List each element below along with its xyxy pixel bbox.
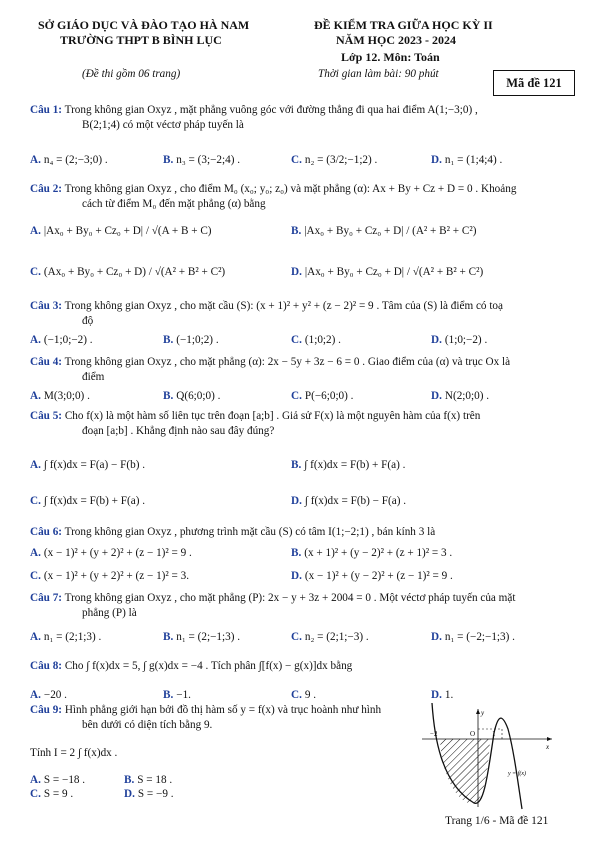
q8-option-c[interactable]: C. 9 . [291, 689, 317, 701]
question-9: Câu 9: Hình phẳng giới hạn bởi đồ thị hàm số y = f(x) và trục hoành như hình bên dưới có diện tích bằng 9. Tính I = 2 ∫ f(x)dx . [30, 704, 382, 759]
question-3: Câu 3: Trong không gian Oxyz , cho mặt cầu (S): (x + 1)² + y² + (z − 2)² = 9 . Tâm của (S) là điểm có toạ độ [30, 300, 503, 327]
header-page-note: (Đề thi gồm 06 trang) [82, 68, 181, 80]
q3-option-b[interactable]: B. (−1;0;2) . [163, 334, 219, 346]
q5-option-c[interactable]: C. ∫ f(x)dx = F(b) + F(a) . [30, 495, 146, 507]
q8-option-a[interactable]: A. −20 . [30, 689, 67, 701]
q6-option-a[interactable]: A. (x − 1)² + (y + 2)² + (z − 1)² = 9 . [30, 547, 192, 559]
header-duration: Thời gian làm bài: 90 phút [318, 68, 439, 80]
question-6: Câu 6: Trong không gian Oxyz , phương trình mặt cầu (S) có tâm I(1;−2;1) , bán kính 3 là [30, 526, 436, 538]
q7-option-d[interactable]: D. n₁ = (−2;−1;3) . [431, 631, 515, 643]
q2-option-d[interactable]: D. |Ax₀ + By₀ + Cz₀ + D| / √(A² + B² + C²) [291, 266, 484, 278]
graph-tick-neg: −2 [430, 730, 438, 738]
q5-option-a[interactable]: A. ∫ f(x)dx = F(a) − F(b) . [30, 459, 146, 471]
q6-option-c[interactable]: C. (x − 1)² + (y + 2)² + (z − 1)² = 3. [30, 570, 190, 582]
q3-option-c[interactable]: C. (1;0;2) . [291, 334, 341, 346]
q6-option-d[interactable]: D. (x − 1)² + (y − 2)² + (z − 1)² = 9 . [291, 570, 453, 582]
graph-y-label: y [481, 709, 485, 717]
q5-option-b[interactable]: B. ∫ f(x)dx = F(b) + F(a) . [291, 459, 406, 471]
q9-option-a[interactable]: A. S = −18 . [30, 774, 86, 786]
header-school: TRƯỜNG THPT B BÌNH LỤC [60, 33, 222, 47]
graph-x-label: x [546, 743, 550, 751]
q2-option-b[interactable]: B. |Ax₀ + By₀ + Cz₀ + D| / (A² + B² + C²) [291, 225, 477, 237]
question-5: Câu 5: Cho f(x) là một hàm số liên tục trên đoạn [a;b] . Giả sử F(x) là một nguyên hàm của f(x) trên đoạn [a;b] . Khẳng định nào sau đây đúng? [30, 410, 481, 437]
q1-option-b[interactable]: B. n₃ = (3;−2;4) . [163, 154, 241, 166]
graph-curve-label: y = f(x) [508, 771, 527, 777]
q5-option-d[interactable]: D. ∫ f(x)dx = F(b) − F(a) . [291, 495, 407, 507]
q8-option-d[interactable]: D. 1. [431, 689, 454, 701]
q1-option-d[interactable]: D. n₁ = (1;4;4) . [431, 154, 503, 166]
q4-option-c[interactable]: C. P(−6;0;0) . [291, 390, 354, 402]
q2-option-c[interactable]: C. (Ax₀ + By₀ + Cz₀ + D) / √(A² + B² + C²) [30, 266, 226, 278]
question-8: Câu 8: Cho ∫ f(x)dx = 5, ∫ g(x)dx = −4 . Tích phân ∫[f(x) − g(x)]dx bằng [30, 660, 353, 672]
header-grade-subject: Lớp 12. Môn: Toán [341, 50, 440, 64]
q2-option-a[interactable]: A. |Ax₀ + By₀ + Cz₀ + D| / √(A + B + C) [30, 225, 212, 237]
q6-option-b[interactable]: B. (x + 1)² + (y − 2)² + (z + 1)² = 3 . [291, 547, 453, 559]
graph-tick-pos: 1 [492, 730, 496, 738]
q3-option-d[interactable]: D. (1;0;−2) . [431, 334, 488, 346]
q4-option-d[interactable]: D. N(2;0;0) . [431, 390, 490, 402]
q3-option-a[interactable]: A. (−1;0;−2) . [30, 334, 93, 346]
question-1: Câu 1: Trong không gian Oxyz , mặt phẳng vuông góc với đường thẳng đi qua hai điểm A(1;−3;0) , B(2;1;4) có một véctơ pháp tuyến là [30, 104, 478, 131]
function-graph [418, 703, 558, 811]
page-footer: Trang 1/6 - Mã đề 121 [445, 815, 549, 827]
q4-option-a[interactable]: A. M(3;0;0) . [30, 390, 90, 402]
q9-option-d[interactable]: D. S = −9 . [124, 788, 174, 800]
q1-option-c[interactable]: C. n₂ = (3/2;−1;2) . [291, 154, 378, 166]
q7-option-b[interactable]: B. n₁ = (2;−1;3) . [163, 631, 241, 643]
q7-option-c[interactable]: C. n₂ = (2;1;−3) . [291, 631, 369, 643]
q8-option-b[interactable]: B. −1. [163, 689, 191, 701]
graph-origin: O [470, 730, 476, 738]
q7-option-a[interactable]: A. n₁ = (2;1;3) . [30, 631, 102, 643]
q9-option-c[interactable]: C. S = 9 . [30, 788, 74, 800]
q9-option-b[interactable]: B. S = 18 . [124, 774, 173, 786]
header-exam-title: ĐỀ KIỂM TRA GIỮA HỌC KỲ II [314, 18, 493, 32]
question-2: Câu 2: Trong không gian Oxyz , cho điểm M₀ (x₀; y₀; z₀) và mặt phẳng (α): Ax + By + Cz + D = 0 . Khoảng cách từ điểm M₀ đến mặt phẳng (α) bằng [30, 183, 517, 210]
question-4: Câu 4: Trong không gian Oxyz , cho mặt phẳng (α): 2x − 5y + 3z − 6 = 0 . Giao điểm của (α) và trục Ox là điểm [30, 356, 511, 383]
q4-option-b[interactable]: B. Q(6;0;0) . [163, 390, 221, 402]
header-department: SỞ GIÁO DỤC VÀ ĐÀO TẠO HÀ NAM [38, 18, 250, 32]
question-7: Câu 7: Trong không gian Oxyz , cho mặt phẳng (P): 2x − y + 3z + 2004 = 0 . Một véctơ pháp tuyến của mặt phẳng (P) là [30, 592, 516, 619]
exam-code-box: Mã đề 121 [493, 70, 575, 96]
q1-option-a[interactable]: A. n₄ = (2;−3;0) . [30, 154, 108, 166]
header-school-year: NĂM HỌC 2023 - 2024 [336, 33, 456, 47]
